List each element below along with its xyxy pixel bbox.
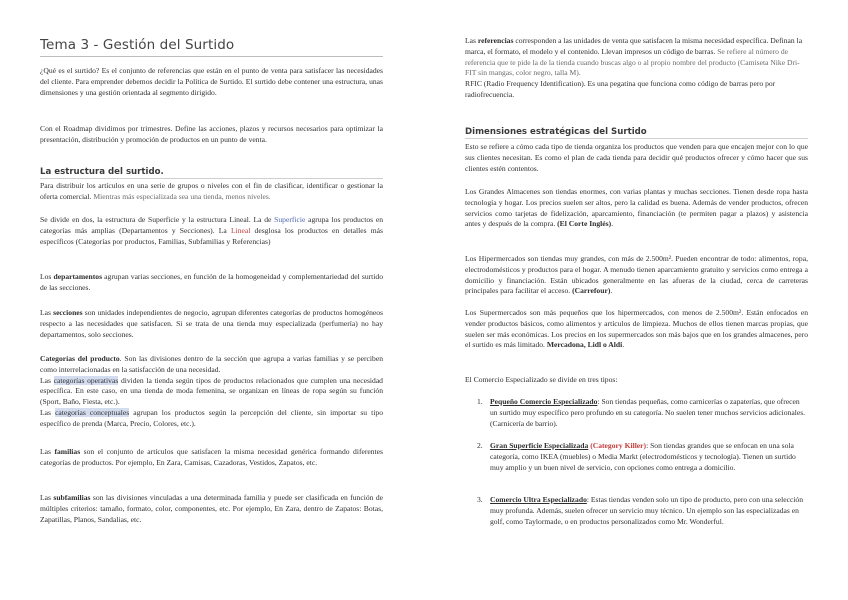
categorias-operativas-highlight: categorías operativas (53, 375, 119, 385)
categorias-conceptuales-highlight: categorías conceptuales (55, 407, 130, 417)
superficie-term: Superficie (274, 215, 306, 224)
departamentos-paragraph: Los departamentos agrupan varias secciones, en función de la homogeneidad y complementariedad del surtido de las secciones. (40, 272, 383, 292)
grandes-almacenes-paragraph: Los Grandes Almacenes son tiendas enormes, con varias plantas y muchas secciones. Tienen desde ropa hasta tecnología y hogar. Los precios suelen ser altos, pero la calidad es buena. Además de vender productos, ofrecen servicios como tarjetas de fidelización, aparcamiento, financiación (te permiten pagar a plazos) y asistencia antes y después de la compra. (El Corte Inglés). (465, 187, 808, 229)
hipermercados-paragraph: Los Hipermercados son tiendas muy grandes, con más de 2.500m². Pueden encontrar de todo: alimentos, ropa, electrodomésticos y productos para el hogar. A menudo tienen aparcamiento gratuito y servicios como entrega a domicilio y financiación. Están ubicados generalmente en las afueras de la ciudad, cerca de carreteras principales para facilitar el acceso. (Carrefour). (465, 254, 808, 296)
section-heading-dimensiones: Dimensiones estratégicas del Surtido (465, 127, 647, 137)
section-divider (40, 178, 383, 179)
title-divider (40, 56, 383, 57)
intro-paragraph: ¿Qué es el surtido? Es el conjunto de referencias que están en el punto de venta para satisfacer las necesidades del cliente. Para emprender debemos decidir la Política de Surtido. El surtido debe contener una estructura, unas dimensiones y una gestión orientada al segmento dirigido. (40, 66, 383, 97)
familias-paragraph: Las familias son el conjunto de artículos que satisfacen la misma necesidad genérica formando diferentes categorías de productos. Por ejemplo, En Zara, Camisas, Cazadoras, Vestidos, Zapatos, etc. (40, 447, 383, 467)
section-heading-estructura: La estructura del surtido. (40, 167, 164, 177)
secciones-paragraph: Las secciones son unidades independientes de negocio, agrupan diferentes categorías de productos homogéneos respecto a las necesidades que satisfacen. Si se trata de una tienda muy especializada (perfumería) no hay departamentos, solo secciones. (40, 308, 383, 339)
especializado-intro: El Comercio Especializado se divide en tres tipos: (465, 375, 618, 384)
dimensiones-intro-paragraph: Esto se refiere a cómo cada tipo de tienda organiza los productos que venden para que encajen mejor con lo que sus clientes necesitan. Es como el plan de cada tienda para decidir qué productos ofrecer y cómo hacer que sus clientes estén contentos. (465, 142, 808, 173)
estructura-intro-paragraph: Para distribuir los artículos en una serie de grupos o niveles con el fin de clasificar, identificar o gestionar la oferta comercial. Mientras más especializada sea una tienda, menos niveles. (40, 181, 383, 201)
section-divider (465, 138, 808, 139)
referencias-paragraph: Las referencias corresponden a las unidades de venta que satisfacen la misma necesidad específica. Definan la marca, el formato, el modelo y el contenido. Llevan impresos un código de barras. Se refiere al número de referencia que te pide la de la tienda cuando buscas algo o al propio nombre del producto (Camiseta Nike Dri-FIT sin mangas, color negro, talla M). RFIC (Radio Frequency Identification). Es una pegatina que funciona como código de barras pero por radiofrecuencia. (465, 36, 803, 99)
supermercados-paragraph: Los Supermercados son más pequeños que los hipermercados, con menos de 2.500m². Están enfocados en vender productos básicos, como alimentos y artículos de limpieza. Muchos de ellos tienen marcas propias, que suelen ser más económicas. Los precios en los supermercados son más bajos que en los grandes almacenes, pero el surtido es más limitado. Mercadona, Lidl o Aldi. (465, 308, 808, 350)
document-page: Tema 3 - Gestión del Surtido ¿Qué es el surtido? Es el conjunto de referencias que están en el punto de venta para satisfacer las necesidades del cliente. Para emprender debemos decidir la Política de Surtido. El surtido debe contener una estructura, unas dimensiones y una gestión orientada al segmento dirigido. Con el Roadmap dividimos por trimestres. Define las acciones, plazos y recursos necesarios para optimizar la presentación, distribución y promoción de productos en un punto de venta. La estructura del surtido. Para distribuir los artículos en una serie de grupos o niveles con el fin de clasificar, identificar o gestionar la oferta comercial. Mientras más especializada sea una tienda, menos niveles. Se divide en dos, la estructura de Superficie y la estructura Lineal. La de Superficie agrupa los productos en categorías más amplias (Departamentos y Secciones). La Lineal desglosa los productos en detalles más específicos (Categorías por productos, Familias, Subfamilias y Referencias) Los departamentos agrupan varias secciones, en función de la homogeneidad y complementariedad del surtido de las secciones. Las secciones son unidades independientes de negocio, agrupan diferentes categorías de productos homogéneos respecto a las necesidades que satisfacen. Si se trata de una tienda muy especializada (perfumería) no hay departamentos, solo secciones. Categorías del producto. Son las divisiones dentro de la sección que agrupa a varias familias y se perciben como interrelacionadas en la satisfacción de una necesidad. Las categorías operativas dividen la tienda según tipos de productos relacionados que cumplen una necesidad específica. En este caso, en una tienda de moda femenina, se organizan en líneas de ropa según su función (Sport, Baño, Fiesta, etc.). Las categorías conceptuales agrupan los productos según la percepción del cliente, sin importar su tipo específico de prenda (Marca, Precio, Colores, etc.). Las familias son el conjunto de artículos que satisfacen la misma necesidad genérica formando diferentes categorías de productos. Por ejemplo, En Zara, Camisas, Cazadoras, Vestidos, Zapatos, etc. Las subfamilias son las divisiones vinculadas a una determinada familia y puede ser clasificada en función de múltiples criterios: tamaño, formato, color, componentes, etc. Por ejemplo, En Zara, dentro de Zapatos: Botas, Zapatillas, Planos, Sandalias, etc. Las referencias corresponden a las unidades de venta que satisfacen la misma necesidad específica. Definan la marca, el formato, el modelo y el contenido. Llevan impresos un código de barras. Se refiere al número de referencia que te pide la de la tienda cuando buscas algo o al propio nombre del producto (Camiseta Nike Dri-FIT sin mangas, color negro, talla M). RFIC (Radio Frequency Identification). Es una pegatina que funciona como código de barras pero por radiofrecuencia. Dimensiones estratégicas del Surtido Esto se refiere a cómo cada tipo de tienda organiza los productos que venden para que encajen mejor con lo que sus clientes necesitan. Es como el plan de cada tienda para decidir qué productos ofrecer y cómo hacer que sus clientes estén contentos. Los Grandes Almacenes son tiendas enormes, con varias plantas y muchas secciones. Tienen desde ropa hasta tecnología y hogar. Los precios suelen ser altos, pero la calidad es buena. Además de vender productos, ofrecen servicios como tarjetas de fidelización, aparcamiento, financiación (te permiten pagar a plazos) y asistencia antes y después de la compra. (El Corte Inglés). Los Hipermercados son tiendas muy grandes, con más de 2.500m². Pueden encontrar de todo: alimentos, ropa, electrodomésticos y productos para el hogar. A menudo tienen aparcamiento gratuito y servicios como entrega a domicilio y financiación. Están ubicados generalmente en las afueras de la ciudad, cerca de carreteras principales para facilitar el acceso. (Carrefour). Los Supermercados son más pequeños que los hipermercados, con menos de 2.500m². Están enfocados en vender productos básicos, como alimentos y artículos de limpieza. Muchos de ellos tienen marcas propias, que suelen ser más económicas. Los precios en los supermercados son más bajos que en los grandes almacenes, pero el surtido es más limitado. Mercadona, Lidl o Aldi. El Comercio Especializado se divide en tres tipos: 1. Pequeño Comercio Especializado: Son tiendas pequeñas, como carnicerías o zapaterías, que ofrecen un surtido muy específico pero profundo en su categoría. No suelen tener muchos servicios adicionales. (Carnicería de barrio). 2. Gran Superficie Especializada (Category Killer): Son tiendas grandes que se enfocan en una sola categoría, como IKEA (muebles) o Media Markt (electrodomésticos y tecnología). Tienen un surtido muy amplio y un buen nivel de servicio, con opciones como entrega a domicilio. 3. Comercio Ultra Especializado: Estas tiendas venden solo un tipo de producto, pero con una selección muy profunda. Además, suelen ofrecer un servicio muy técnico. Un ejemplo son las especializadas en golf, como Taylormade, o en productos personalizados como Mr. Wonderful. (40, 36, 808, 526)
categorias-paragraph: Categorías del producto. Son las divisiones dentro de la sección que agrupa a varias familias y se perciben como interrelacionadas en la satisfacción de una necesidad. Las categorías operativas dividen la tienda según tipos de productos relacionados que cumplen una necesidad específica. En este caso, en una tienda de moda femenina, se organizan en líneas de ropa según su función (Sport, Baño, Fiesta, etc.). Las categorías conceptuales agrupan los productos según la percepción del cliente, sin importar su tipo específico de prenda (Marca, Precio, Colores, etc.). (40, 354, 384, 428)
divide-paragraph: Se divide en dos, la estructura de Superficie y la estructura Lineal. La de Superficie agrupa los productos en categorías más amplias (Departamentos y Secciones). La Lineal desglosa los productos en detalles más específicos (Categorías por productos, Familias, Subfamilias y Referencias) (40, 215, 384, 246)
roadmap-paragraph: Con el Roadmap dividimos por trimestres. Define las acciones, plazos y recursos necesarios para optimizar la presentación, distribución y promoción de productos en un punto de venta. (40, 124, 383, 144)
subfamilias-paragraph: Las subfamilias son las divisiones vinculadas a una determinada familia y puede ser clasificada en función de múltiples criterios: tamaño, formato, color, componentes, etc. Por ejemplo, En Zara, dentro de Zapatos: Botas, Zapatillas, Planos, Sandalias, etc. (40, 493, 383, 524)
lineal-term: Lineal (230, 225, 251, 235)
category-killer-term: (Category Killer) (590, 441, 647, 450)
intro-question: ¿Qué es el surtido? (40, 66, 100, 75)
page-title: Tema 3 - Gestión del Surtido (40, 37, 235, 53)
